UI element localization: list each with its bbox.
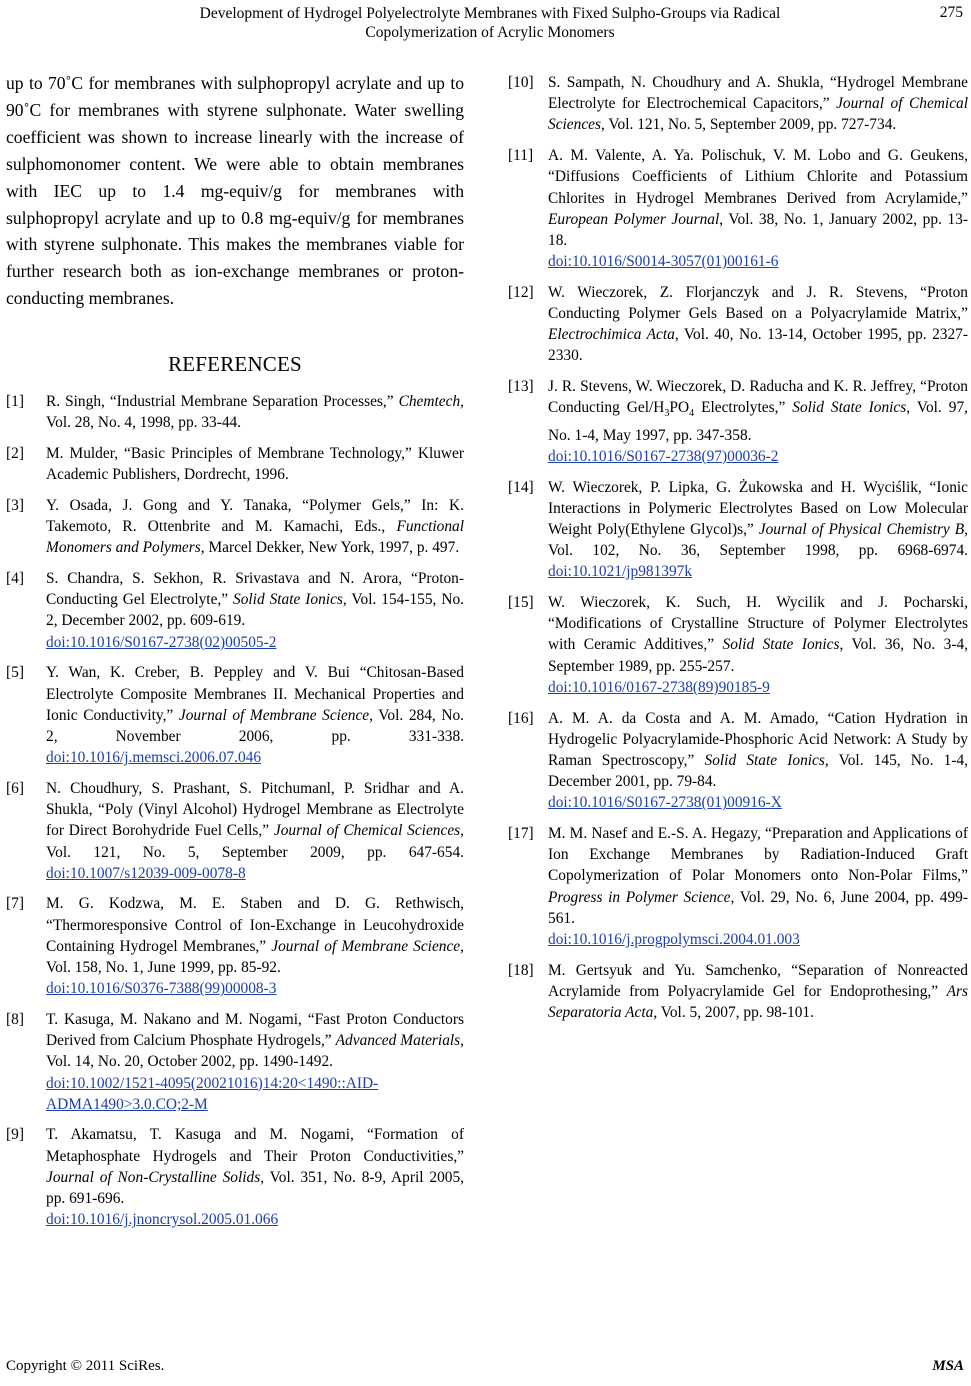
reference-text (46, 662, 464, 768)
reference-entry (508, 72, 968, 136)
reference-number: [4] (6, 570, 24, 588)
reference-source: Solid State Ionics (792, 399, 907, 417)
doi-link[interactable]: doi:10.1021/jp981397k (548, 563, 693, 581)
doi-link[interactable]: doi:10.1007/s12039-009-0078-8 (46, 864, 246, 882)
reference-details: , Vol. 351, No. 8-9, April 2005, pp. 691-696. (46, 1168, 465, 1208)
reference-number: [16] (508, 709, 534, 727)
reference-number: [8] (6, 1010, 24, 1028)
reference-details: , Vol. 40, No. 13-14, October 1995, pp. 2327-2330. (548, 326, 968, 365)
reference-number: [7] (6, 895, 24, 913)
reference-authors-title: Y. Wan, K. Creber, B. Peppley and V. Bui “Chitosan-Based Electrolyte Composite Membranes II. Mechanical Properties and Ionic Conductivity,” (46, 664, 464, 724)
reference-authors-title: M. Gertsyuk and Yu. Samchenko, “Separation of Nonreacted Acrylamide from Polyacrylamide Gel for Endoprothesing,” (548, 961, 968, 1000)
running-title-line-2: Copolymerization of Acrylic Monomers (365, 24, 615, 41)
reference-authors-title: A. M. A. da Costa and A. M. Amado, “Cation Hydration in Hydrogelic Polyacrylamide-Phosphoric Acid Network: A Study by Raman Spectroscopy,” (548, 709, 968, 769)
reference-number: [9] (6, 1126, 24, 1144)
reference-details: , Vol. 38, No. 1, January 2002, pp. 13-18. (548, 210, 969, 249)
reference-source: Solid State Ionics (722, 636, 840, 654)
reference-details: , Vol. 121, No. 5, September 2009, pp. 647-654. (46, 822, 464, 861)
reference-authors-title: M. Mulder, “Basic Principles of Membrane Technology,” Kluwer Academic Publishers, Dordrecht, 1996. (46, 445, 464, 484)
reference-details: , Marcel Dekker, New York, 1997, p. 497. (200, 539, 460, 557)
reference-source: Ars Separatoria Acta (548, 983, 968, 1022)
reference-entry (6, 893, 464, 999)
reference-authors-title: N. Choudhury, S. Prashant, S. Pitchumanl, P. Sridhar and A. Shukla, “Poly (Vinyl Alcohol) Hydrogel Membrane as Electrolyte for Direct Borohydride Fuel Cells,” (46, 779, 464, 840)
left-column (6, 70, 464, 1240)
reference-authors-title: T. Kasuga, M. Nakano and M. Nogami, “Fast Proton Conductors Derived from Calcium Phosphate Hydrogels,” (46, 1010, 464, 1050)
references-heading: REFERENCES (168, 352, 302, 377)
reference-text (548, 477, 968, 583)
conclusion-paragraph: up to 70˚C for membranes with sulphopropyl acrylate and up to 90˚C for membranes with styrene sulphonate. Water swelling coefficient was shown to increase linearly with the increase of sulphomonomer content. We were able to obtain membranes with IEC up to 1.4 mg-equiv/g for membranes with sulphopropyl acrylate and up to 0.8 mg-equiv/g for membranes with styrene sulphonate. This makes the membranes viable for further research both as ion-exchange membranes or proton-conducting membranes. (6, 73, 464, 309)
doi-link[interactable]: doi:10.1016/S0167-2738(97)00036-2 (548, 447, 779, 465)
reference-entry (508, 145, 968, 272)
reference-text (46, 568, 464, 653)
reference-details: , Vol. 284, No. 2, November 2006, pp. 331-338. (46, 706, 465, 745)
reference-text (548, 145, 968, 272)
reference-details: , Vol. 154-155, No. 2, December 2002, pp. 609-619. (46, 591, 464, 630)
reference-details: , Vol. 102, No. 36, September 1998, pp. 6968-6974. (548, 520, 968, 560)
reference-source: Journal of Non-Crystalline Solids (46, 1168, 261, 1186)
reference-entry (508, 282, 968, 367)
reference-source: Solid State Ionics (704, 751, 825, 769)
reference-number: [12] (508, 283, 534, 301)
running-title-line-1: Development of Hydrogel Polyelectrolyte Membranes with Fixed Sulpho-Groups via Radical (199, 5, 781, 22)
reference-details: , Vol. 145, No. 1-4, December 2001, pp. 79-84. (548, 751, 968, 791)
references-list-left (6, 391, 464, 1230)
reference-number: [17] (508, 825, 534, 843)
reference-number: [3] (6, 496, 24, 514)
reference-authors-title: A. M. Valente, A. Ya. Polischuk, V. M. Lobo and G. Geukens, “Diffusions Coefficients of Lithium Chlorite and Potassium Chlorites in Hydrogel Membranes Derived from Acrylamide,” (548, 147, 968, 207)
reference-details: , Vol. 14, No. 20, October 2002, pp. 1490-1492. (46, 1032, 465, 1071)
doi-link[interactable]: doi:10.1016/S0014-3057(01)00161-6 (548, 253, 779, 271)
reference-text (46, 893, 464, 999)
reference-details: , Vol. 29, No. 6, June 2004, pp. 499-561. (548, 888, 968, 927)
reference-authors-title: W. Wieczorek, K. Such, H. Wycilik and J. Pocharski, “Modifications of Crystalline Structure of Polymer Electrolytes with Ceramic Additives,” (548, 594, 968, 654)
reference-entry (6, 443, 464, 485)
reference-text (46, 1124, 464, 1230)
doi-link[interactable]: doi:10.1016/S0167-2738(02)00505-2 (46, 633, 277, 651)
reference-entry (508, 376, 968, 467)
reference-number: [5] (6, 664, 24, 682)
reference-source: Journal of Chemical Sciences (273, 822, 461, 840)
reference-authors-title: R. Singh, “Industrial Membrane Separation Processes,” (46, 393, 399, 411)
journal-abbreviation: MSA (932, 1358, 964, 1374)
reference-source: Functional Monomers and Polymers (46, 518, 464, 557)
reference-source: Progress in Polymer Science (548, 888, 731, 906)
reference-authors-title: S. Sampath, N. Choudhury and A. Shukla, “Hydrogel Membrane Electrolyte for Electrochemical Capacitors,” (548, 74, 968, 113)
reference-authors-title: S. Chandra, S. Sekhon, R. Srivastava and N. Arora, “Proton-Conducting Gel Electrolyte,” (46, 570, 464, 609)
reference-number: [13] (508, 378, 534, 396)
reference-text (46, 1009, 464, 1115)
reference-details: , Vol. 36, No. 3-4, September 1989, pp. 255-257. (548, 636, 968, 675)
reference-number: [1] (6, 393, 24, 411)
reference-authors-title: Y. Osada, J. Gong and Y. Tanaka, “Polymer Gels,” In: K. Takemoto, R. Ottenbrite and M. Kamachi, Eds., (46, 496, 464, 536)
copyright-notice: Copyright © 2011 SciRes. (6, 1358, 165, 1374)
reference-source: Journal of Membrane Science (271, 937, 461, 955)
reference-number: [18] (508, 961, 534, 979)
reference-text (548, 376, 968, 467)
reference-text (548, 592, 968, 698)
right-column (508, 72, 968, 1033)
reference-text (548, 282, 968, 367)
reference-details: , Vol. 5, 2007, pp. 98-101. (653, 1004, 814, 1022)
reference-details: , Vol. 28, No. 4, 1998, pp. 33-44. (46, 393, 464, 432)
reference-text (548, 72, 968, 136)
reference-source: Journal of Physical Chemistry B (758, 520, 965, 538)
doi-link[interactable]: doi:10.1016/j.jnoncrysol.2005.01.066 (46, 1211, 279, 1229)
doi-link[interactable]: doi:10.1016/j.memsci.2006.07.046 (46, 749, 262, 767)
reference-text (46, 495, 464, 559)
reference-entry (6, 778, 464, 884)
reference-authors-title: T. Akamatsu, T. Kasuga and M. Nogami, “Formation of Metaphosphate Hydrogels and Their Proton Conductivities,” (46, 1126, 464, 1165)
reference-text (548, 960, 968, 1024)
reference-text (46, 778, 464, 884)
page-footer (6, 1358, 964, 1380)
doi-link[interactable]: doi:10.1002/1521-4095(20021016)14:20<1490::AID-ADMA1490>3.0.CO;2-M (46, 1074, 379, 1113)
reference-entry (508, 960, 968, 1024)
reference-source: Chemtech (398, 393, 461, 411)
reference-number: [2] (6, 445, 24, 463)
reference-text (46, 443, 464, 485)
reference-source: Advanced Materials (335, 1032, 461, 1050)
reference-authors-title: M. G. Kodzwa, M. E. Staben and D. G. Rethwisch, “Thermoresponsive Control of Ion-Exchange in Leucohydroxide Containing Hydrogel Membranes,” (46, 895, 464, 955)
doi-link[interactable]: doi:10.1016/j.progpolymsci.2004.01.003 (548, 931, 800, 949)
reference-number: [10] (508, 74, 534, 91)
reference-authors-title: W. Wieczorek, Z. Florjanczyk and J. R. Stevens, “Proton Conducting Polymer Gels Based on a Polyacrylamide Matrix,” (548, 283, 968, 323)
reference-source: Journal of Membrane Science (178, 706, 370, 724)
reference-source: Electrochimica Acta (548, 326, 675, 344)
reference-source: Journal of Chemical Sciences (548, 95, 969, 134)
reference-number: [6] (6, 779, 24, 797)
reference-details: , Vol. 121, No. 5, September 2009, pp. 727-734. (600, 116, 897, 134)
reference-text (548, 823, 968, 950)
reference-entry (508, 592, 968, 698)
reference-entry (6, 1124, 464, 1230)
reference-entry (6, 391, 464, 433)
page-number: 275 (939, 4, 963, 21)
reference-authors-title: W. Wieczorek, P. Lipka, G. Żukowska and H. Wyciślik, “Ionic Interactions in Polymeric Electrolytes Based on Low Molecular Weight Poly(Ethylene Glycol)s,” (548, 478, 968, 538)
reference-entry (508, 708, 968, 814)
reference-authors-title: M. M. Nasef and E.-S. A. Hegazy, “Preparation and Applications of Ion Exchange Membranes by Radiation-Induced Graft Copolymerization of Polar Monomers onto Non-Polar Films,” (548, 825, 968, 885)
reference-text (548, 708, 968, 814)
reference-number: [15] (508, 594, 534, 612)
doi-link[interactable]: doi:10.1016/S0376-7388(99)00008-3 (46, 980, 277, 998)
reference-authors-title: J. R. Stevens, W. Wieczorek, D. Raducha and K. R. Jeffrey, “Proton Conducting Gel/$H_3PO_4$ Electrolytes,” (548, 378, 968, 420)
reference-source: European Polymer Journal (548, 210, 720, 228)
reference-entry (508, 823, 968, 950)
reference-text (46, 391, 464, 433)
running-title (100, 4, 880, 42)
reference-entry (6, 495, 464, 559)
page-header (0, 4, 971, 40)
references-list-right (508, 72, 968, 1023)
reference-number: [11] (508, 147, 534, 165)
reference-entry (6, 662, 464, 768)
doi-link[interactable]: doi:10.1016/0167-2738(89)90185-9 (548, 678, 770, 696)
reference-details: , Vol. 97, No. 1-4, May 1997, pp. 347-358. (548, 399, 968, 444)
reference-entry (508, 477, 968, 583)
reference-source: Solid State Ionics (233, 591, 343, 609)
reference-entry (6, 568, 464, 653)
doi-link[interactable]: doi:10.1016/S0167-2738(01)00916-X (548, 794, 782, 812)
reference-number: [14] (508, 478, 534, 496)
reference-details: , Vol. 158, No. 1, June 1999, pp. 85-92. (46, 937, 465, 977)
reference-entry (6, 1009, 464, 1115)
